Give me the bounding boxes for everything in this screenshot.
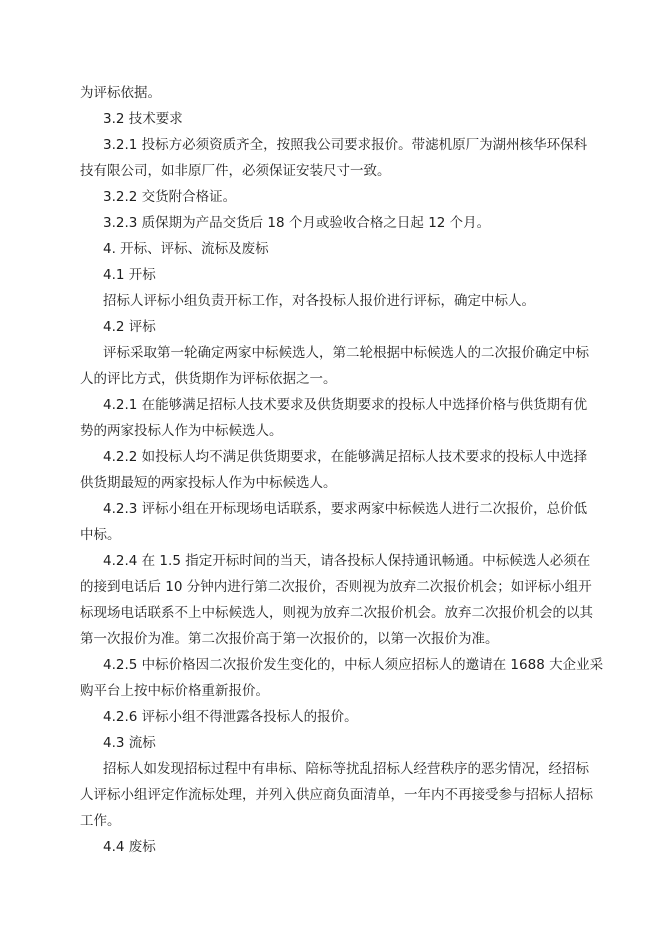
text-line: 人评标小组评定作流标处理，并列入供应商负面清单，一年内不再接受参与招标人招标 bbox=[80, 787, 593, 803]
text-line: 4.2.1 在能够满足招标人技术要求及供货期要求的投标人中选择价格与供货期有优 bbox=[103, 397, 588, 413]
text-line: 中标。 bbox=[80, 527, 121, 543]
text-line: 招标人如发现招标过程中有串标、陪标等扰乱招标人经营秩序的恶劣情况，经招标 bbox=[103, 761, 589, 777]
paragraph-p13 bbox=[80, 548, 593, 652]
text-line: 3.2.2 交货附合格证。 bbox=[103, 189, 237, 205]
paragraph-p14 bbox=[80, 652, 604, 704]
text-line: 评标采取第一轮确定两家中标候选人，第二轮根据中标候选人的二次报价确定中标 bbox=[103, 345, 589, 361]
text-line: 4.2.3 评标小组在开标现场电话联系，要求两家中标候选人进行二次报价，总价低 bbox=[103, 501, 588, 517]
text-line: 3.2.3 质保期为产品交货后 18 个月或验收合格之日起 12 个月。 bbox=[103, 215, 491, 231]
paragraph-p10 bbox=[80, 392, 586, 444]
text-line: 4.2.6 评标小组不得泄露各投标人的报价。 bbox=[103, 709, 358, 725]
text-line: 为评标依据。 bbox=[80, 85, 161, 101]
paragraph-p15 bbox=[80, 704, 586, 730]
paragraph-p9 bbox=[80, 340, 589, 392]
paragraph-p0 bbox=[80, 80, 586, 106]
paragraph-p8 bbox=[80, 314, 586, 340]
text-line: 工作。 bbox=[80, 813, 121, 829]
text-line: 4. 开标、评标、流标及废标 bbox=[103, 241, 269, 257]
paragraph-p12 bbox=[80, 496, 586, 548]
text-line: 购平台上按中标价格重新报价。 bbox=[80, 683, 269, 699]
text-line: 供货期最短的两家投标人作为中标候选人。 bbox=[80, 475, 337, 491]
text-line: 的接到电话后 10 分钟内进行第二次报价，否则视为放弃二次报价机会；如评标小组开 bbox=[80, 579, 592, 595]
paragraph-p17 bbox=[80, 756, 593, 834]
text-line: 4.1 开标 bbox=[103, 267, 156, 283]
paragraph-p16 bbox=[80, 730, 586, 756]
text-line: 人的评比方式，供货期作为评标依据之一。 bbox=[80, 371, 337, 387]
paragraph-p3 bbox=[80, 184, 586, 210]
text-line: 标现场电话联系不上中标候选人，则视为放弃二次报价机会。放弃二次报价机会的以其 bbox=[80, 605, 593, 621]
text-line: 招标人评标小组负责开标工作，对各投标人报价进行评标，确定中标人。 bbox=[103, 293, 535, 309]
paragraph-p1 bbox=[80, 106, 586, 132]
text-line: 势的两家投标人作为中标候选人。 bbox=[80, 423, 283, 439]
text-line: 4.3 流标 bbox=[103, 735, 156, 751]
text-line: 4.2.2 如投标人均不满足供货期要求，在能够满足招标人技术要求的投标人中选择 bbox=[103, 449, 588, 465]
paragraph-p11 bbox=[80, 444, 586, 496]
text-line: 技有限公司，如非原厂件，必须保证安装尺寸一致。 bbox=[80, 163, 391, 179]
text-line: 4.2.5 中标价格因二次报价发生变化的，中标人须应招标人的邀请在 1688 大企业采 bbox=[103, 657, 604, 673]
paragraph-p4 bbox=[80, 210, 586, 236]
paragraph-p7 bbox=[80, 288, 586, 314]
paragraph-p5 bbox=[80, 236, 586, 262]
text-line: 4.4 废标 bbox=[103, 839, 156, 855]
text-line: 第一次报价为准。第二次报价高于第一次报价的，以第一次报价为准。 bbox=[80, 631, 499, 647]
paragraph-p6 bbox=[80, 262, 586, 288]
document-page bbox=[80, 80, 604, 860]
text-line: 3.2 技术要求 bbox=[103, 111, 183, 127]
paragraph-p18 bbox=[80, 834, 586, 860]
text-line: 4.2.4 在 1.5 指定开标时间的当天，请各投标人保持通讯畅通。中标候选人必须在 bbox=[103, 553, 591, 569]
paragraph-p2 bbox=[80, 132, 586, 184]
text-line: 3.2.1 投标方必须资质齐全，按照我公司要求报价。带滤机原厂为湖州核华环保科 bbox=[103, 137, 588, 153]
text-line: 4.2 评标 bbox=[103, 319, 156, 335]
